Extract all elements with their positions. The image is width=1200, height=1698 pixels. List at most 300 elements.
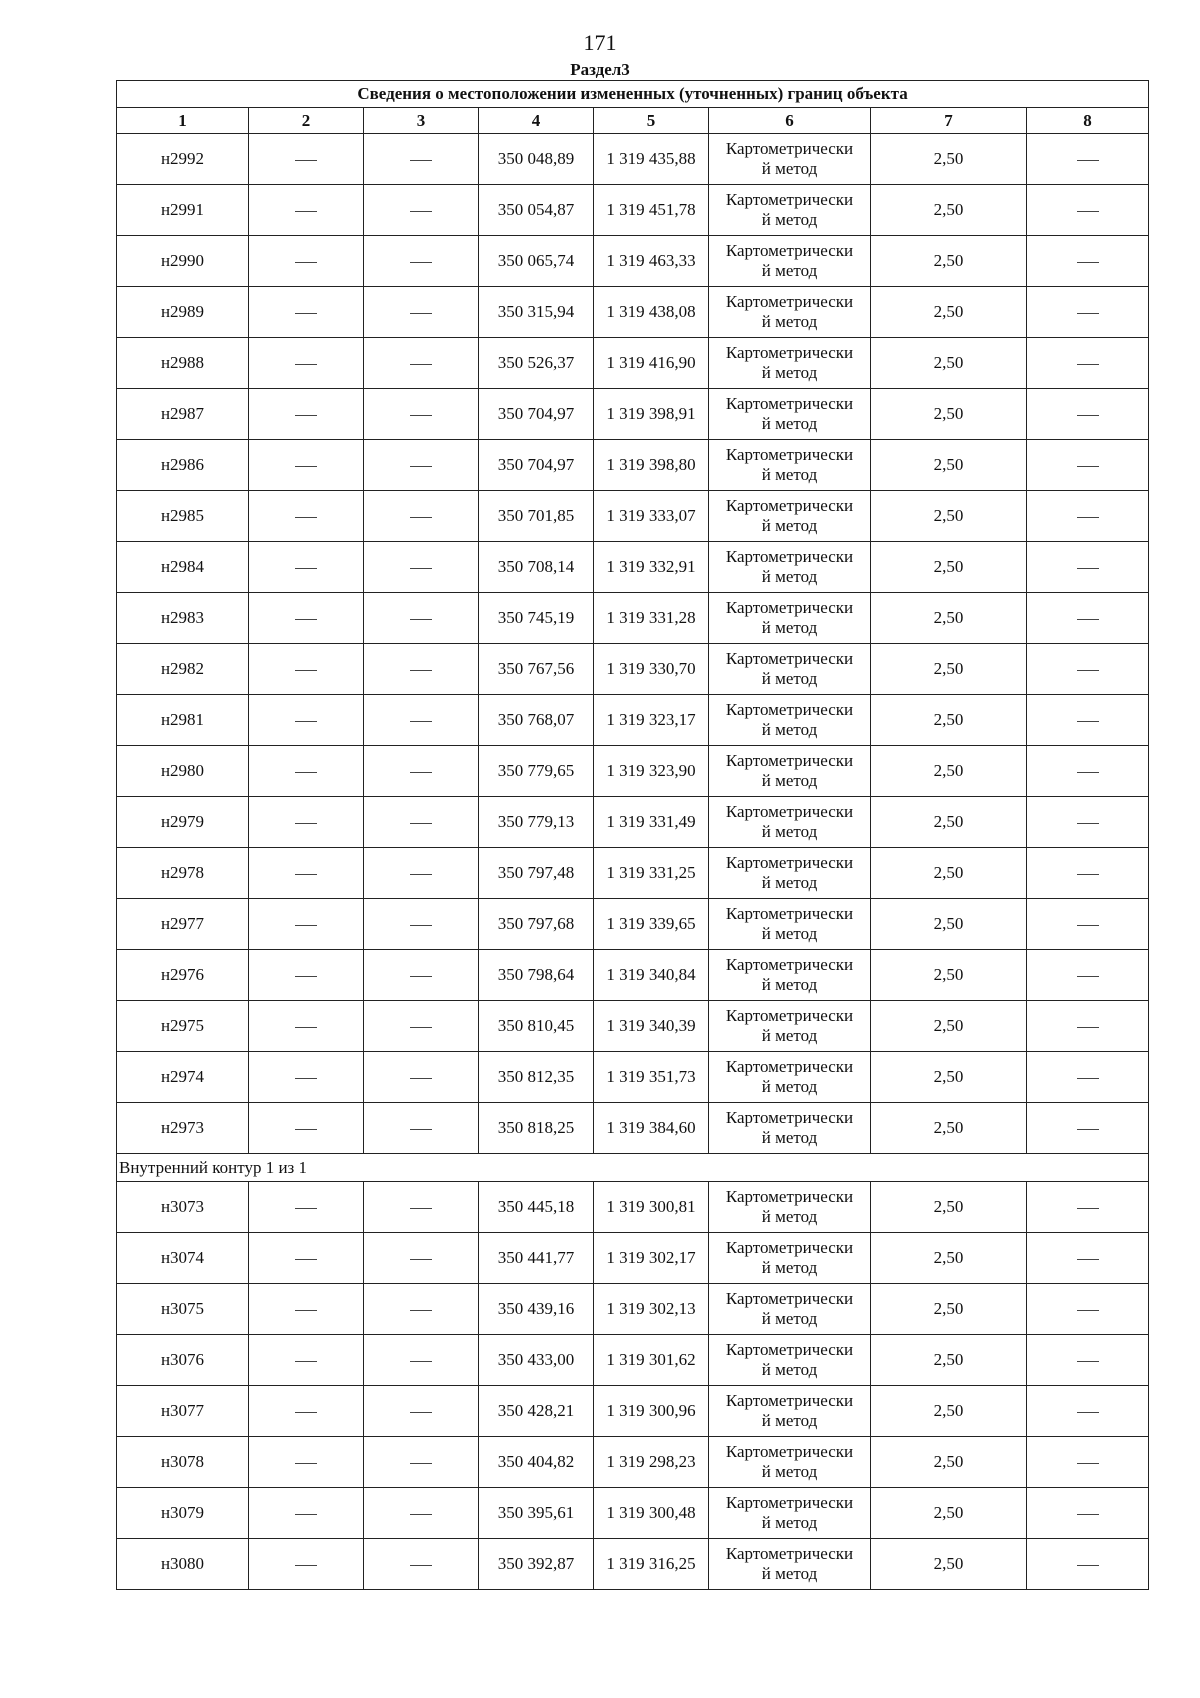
point-name-cell: н2979 (117, 797, 249, 848)
precision-cell: 2,50 (871, 899, 1027, 950)
dash-mark (1077, 262, 1099, 263)
empty-value-cell (364, 1335, 479, 1386)
table-row (117, 1335, 1149, 1386)
method-line-2: й метод (761, 210, 818, 229)
method-line-1: Картометрически (725, 700, 854, 719)
x-coordinate-cell: 350 797,68 (479, 899, 594, 950)
dash-mark (1077, 466, 1099, 467)
dash-mark (410, 1412, 432, 1413)
empty-value-cell (364, 695, 479, 746)
method-line-2: й метод (761, 1207, 818, 1226)
dash-mark (295, 262, 317, 263)
method-cell (709, 389, 871, 440)
y-coordinate-cell: 1 319 298,23 (594, 1437, 709, 1488)
empty-value-cell (1027, 1386, 1149, 1437)
empty-value-cell (1027, 1539, 1149, 1590)
y-coordinate-cell: 1 319 398,80 (594, 440, 709, 491)
x-coordinate-cell: 350 065,74 (479, 236, 594, 287)
table-row (117, 1488, 1149, 1539)
empty-value-cell (249, 1001, 364, 1052)
column-header: 1 (117, 108, 249, 134)
point-name-cell: н2975 (117, 1001, 249, 1052)
table-row (117, 185, 1149, 236)
dash-mark (295, 160, 317, 161)
method-line-2: й метод (761, 618, 818, 637)
dash-mark (410, 874, 432, 875)
dash-mark (410, 1361, 432, 1362)
empty-value-cell (1027, 695, 1149, 746)
x-coordinate-cell: 350 779,13 (479, 797, 594, 848)
method-line-1: Картометрически (725, 1057, 854, 1076)
dash-mark (410, 466, 432, 467)
dash-mark (410, 1514, 432, 1515)
dash-mark (410, 823, 432, 824)
empty-value-cell (364, 134, 479, 185)
method-cell (709, 644, 871, 695)
dash-mark (1077, 823, 1099, 824)
dash-mark (1077, 772, 1099, 773)
precision-cell: 2,50 (871, 1284, 1027, 1335)
x-coordinate-cell: 350 768,07 (479, 695, 594, 746)
dash-mark (410, 211, 432, 212)
method-cell (709, 1233, 871, 1284)
table-row (117, 1052, 1149, 1103)
column-header: 7 (871, 108, 1027, 134)
precision-cell: 2,50 (871, 134, 1027, 185)
method-line-2: й метод (761, 363, 818, 382)
method-cell (709, 899, 871, 950)
page-number: 171 (583, 30, 617, 55)
method-cell (709, 1488, 871, 1539)
method-line-1: Картометрически (725, 1493, 854, 1512)
empty-value-cell (249, 185, 364, 236)
dash-mark (1077, 364, 1099, 365)
table-row (117, 1539, 1149, 1590)
method-cell (709, 1052, 871, 1103)
table-row (117, 440, 1149, 491)
empty-value-cell (364, 287, 479, 338)
empty-value-cell (249, 134, 364, 185)
method-line-1: Картометрически (725, 1544, 854, 1563)
precision-cell: 2,50 (871, 1539, 1027, 1590)
empty-value-cell (249, 899, 364, 950)
method-cell (709, 797, 871, 848)
point-name-cell: н2989 (117, 287, 249, 338)
dash-mark (1077, 1310, 1099, 1311)
empty-value-cell (364, 491, 479, 542)
method-line-1: Картометрически (725, 802, 854, 821)
section-title: Раздел3 (570, 60, 630, 79)
coordinates-table (116, 80, 1149, 1590)
method-line-1: Картометрически (725, 1442, 854, 1461)
precision-cell: 2,50 (871, 1103, 1027, 1154)
y-coordinate-cell: 1 319 435,88 (594, 134, 709, 185)
dash-mark (1077, 1129, 1099, 1130)
dash-mark (1077, 1259, 1099, 1260)
empty-value-cell (364, 1488, 479, 1539)
empty-value-cell (364, 1386, 479, 1437)
y-coordinate-cell: 1 319 323,90 (594, 746, 709, 797)
y-coordinate-cell: 1 319 331,28 (594, 593, 709, 644)
method-cell (709, 848, 871, 899)
empty-value-cell (1027, 848, 1149, 899)
empty-value-cell (364, 338, 479, 389)
x-coordinate-cell: 350 315,94 (479, 287, 594, 338)
table-row (117, 338, 1149, 389)
point-name-cell: н3077 (117, 1386, 249, 1437)
y-coordinate-cell: 1 319 451,78 (594, 185, 709, 236)
table-row (117, 848, 1149, 899)
point-name-cell: н3080 (117, 1539, 249, 1590)
empty-value-cell (1027, 644, 1149, 695)
precision-cell: 2,50 (871, 1233, 1027, 1284)
dash-mark (295, 1412, 317, 1413)
point-name-cell: н3073 (117, 1182, 249, 1233)
point-name-cell: н2980 (117, 746, 249, 797)
empty-value-cell (249, 287, 364, 338)
dash-mark (1077, 1565, 1099, 1566)
method-cell (709, 695, 871, 746)
dash-mark (295, 1078, 317, 1079)
empty-value-cell (364, 899, 479, 950)
method-cell (709, 338, 871, 389)
dash-mark (410, 517, 432, 518)
point-name-cell: н2986 (117, 440, 249, 491)
empty-value-cell (1027, 542, 1149, 593)
method-line-1: Картометрически (725, 1340, 854, 1359)
column-header: 8 (1027, 108, 1149, 134)
precision-cell: 2,50 (871, 1052, 1027, 1103)
table-row (117, 950, 1149, 1001)
y-coordinate-cell: 1 319 316,25 (594, 1539, 709, 1590)
dash-mark (295, 823, 317, 824)
precision-cell: 2,50 (871, 797, 1027, 848)
precision-cell: 2,50 (871, 440, 1027, 491)
method-line-2: й метод (761, 1513, 818, 1532)
table-row (117, 593, 1149, 644)
precision-cell: 2,50 (871, 746, 1027, 797)
dash-mark (295, 1310, 317, 1311)
empty-value-cell (1027, 491, 1149, 542)
dash-mark (295, 568, 317, 569)
dash-mark (410, 1565, 432, 1566)
y-coordinate-cell: 1 319 340,84 (594, 950, 709, 1001)
dash-mark (1077, 568, 1099, 569)
precision-cell: 2,50 (871, 1488, 1027, 1539)
dash-mark (410, 1027, 432, 1028)
table-row (117, 899, 1149, 950)
y-coordinate-cell: 1 319 384,60 (594, 1103, 709, 1154)
method-cell (709, 134, 871, 185)
dash-mark (295, 364, 317, 365)
method-cell (709, 491, 871, 542)
method-cell (709, 1437, 871, 1488)
empty-value-cell (1027, 440, 1149, 491)
y-coordinate-cell: 1 319 398,91 (594, 389, 709, 440)
precision-cell: 2,50 (871, 950, 1027, 1001)
x-coordinate-cell: 350 704,97 (479, 389, 594, 440)
empty-value-cell (249, 1488, 364, 1539)
empty-value-cell (364, 1001, 479, 1052)
dash-mark (295, 517, 317, 518)
empty-value-cell (364, 644, 479, 695)
y-coordinate-cell: 1 319 300,81 (594, 1182, 709, 1233)
empty-value-cell (249, 1052, 364, 1103)
dash-mark (410, 1463, 432, 1464)
dash-mark (410, 313, 432, 314)
method-line-1: Картометрически (725, 955, 854, 974)
point-name-cell: н3078 (117, 1437, 249, 1488)
point-name-cell: н3076 (117, 1335, 249, 1386)
x-coordinate-cell: 350 054,87 (479, 185, 594, 236)
empty-value-cell (249, 848, 364, 899)
y-coordinate-cell: 1 319 300,96 (594, 1386, 709, 1437)
method-line-2: й метод (761, 1564, 818, 1583)
method-line-2: й метод (761, 669, 818, 688)
method-line-2: й метод (761, 1411, 818, 1430)
dash-mark (1077, 670, 1099, 671)
method-line-2: й метод (761, 414, 818, 433)
method-line-2: й метод (761, 975, 818, 994)
x-coordinate-cell: 350 810,45 (479, 1001, 594, 1052)
point-name-cell: н2976 (117, 950, 249, 1001)
table-row (117, 1284, 1149, 1335)
table-row (117, 287, 1149, 338)
precision-cell: 2,50 (871, 1001, 1027, 1052)
method-line-2: й метод (761, 465, 818, 484)
dash-mark (295, 670, 317, 671)
method-cell (709, 185, 871, 236)
dash-mark (410, 721, 432, 722)
x-coordinate-cell: 350 812,35 (479, 1052, 594, 1103)
method-line-1: Картометрически (725, 445, 854, 464)
table-row (117, 134, 1149, 185)
empty-value-cell (1027, 1233, 1149, 1284)
method-cell (709, 1284, 871, 1335)
dash-mark (1077, 619, 1099, 620)
y-coordinate-cell: 1 319 323,17 (594, 695, 709, 746)
x-coordinate-cell: 350 441,77 (479, 1233, 594, 1284)
empty-value-cell (364, 797, 479, 848)
empty-value-cell (364, 1052, 479, 1103)
method-line-1: Картометрически (725, 1238, 854, 1257)
dash-mark (295, 313, 317, 314)
x-coordinate-cell: 350 767,56 (479, 644, 594, 695)
x-coordinate-cell: 350 445,18 (479, 1182, 594, 1233)
precision-cell: 2,50 (871, 695, 1027, 746)
x-coordinate-cell: 350 701,85 (479, 491, 594, 542)
method-line-1: Картометрически (725, 394, 854, 413)
column-header: 3 (364, 108, 479, 134)
method-line-1: Картометрически (725, 853, 854, 872)
dash-mark (295, 874, 317, 875)
method-line-2: й метод (761, 261, 818, 280)
method-cell (709, 287, 871, 338)
table-row (117, 389, 1149, 440)
empty-value-cell (1027, 338, 1149, 389)
y-coordinate-cell: 1 319 351,73 (594, 1052, 709, 1103)
empty-value-cell (364, 440, 479, 491)
column-header: 2 (249, 108, 364, 134)
dash-mark (1077, 1361, 1099, 1362)
y-coordinate-cell: 1 319 300,48 (594, 1488, 709, 1539)
empty-value-cell (249, 1182, 364, 1233)
point-name-cell: н2977 (117, 899, 249, 950)
point-name-cell: н3079 (117, 1488, 249, 1539)
dash-mark (1077, 1208, 1099, 1209)
dash-mark (1077, 976, 1099, 977)
table-row (117, 1103, 1149, 1154)
dash-mark (1077, 925, 1099, 926)
point-name-cell: н2987 (117, 389, 249, 440)
dash-mark (295, 772, 317, 773)
contour-label-row (117, 1154, 1149, 1182)
dash-mark (410, 262, 432, 263)
method-line-1: Картометрически (725, 1187, 854, 1206)
column-header: 4 (479, 108, 594, 134)
x-coordinate-cell: 350 428,21 (479, 1386, 594, 1437)
empty-value-cell (1027, 185, 1149, 236)
empty-value-cell (249, 1539, 364, 1590)
empty-value-cell (249, 491, 364, 542)
empty-value-cell (1027, 134, 1149, 185)
method-line-2: й метод (761, 159, 818, 178)
empty-value-cell (1027, 1052, 1149, 1103)
y-coordinate-cell: 1 319 302,13 (594, 1284, 709, 1335)
method-line-2: й метод (761, 1360, 818, 1379)
dash-mark (410, 1208, 432, 1209)
dash-mark (1077, 874, 1099, 875)
empty-value-cell (364, 593, 479, 644)
precision-cell: 2,50 (871, 848, 1027, 899)
x-coordinate-cell: 350 818,25 (479, 1103, 594, 1154)
point-name-cell: н3075 (117, 1284, 249, 1335)
point-name-cell: н2990 (117, 236, 249, 287)
method-line-2: й метод (761, 1026, 818, 1045)
method-cell (709, 236, 871, 287)
method-line-1: Картометрически (725, 598, 854, 617)
method-line-1: Картометрически (725, 241, 854, 260)
dash-mark (295, 415, 317, 416)
dash-mark (410, 670, 432, 671)
empty-value-cell (249, 644, 364, 695)
contour-label: Внутренний контур 1 из 1 (117, 1154, 1149, 1182)
dash-mark (1077, 415, 1099, 416)
empty-value-cell (364, 389, 479, 440)
empty-value-cell (1027, 389, 1149, 440)
dash-mark (410, 1129, 432, 1130)
dash-mark (1077, 1463, 1099, 1464)
dash-mark (1077, 1078, 1099, 1079)
precision-cell: 2,50 (871, 644, 1027, 695)
empty-value-cell (249, 440, 364, 491)
empty-value-cell (1027, 1001, 1149, 1052)
empty-value-cell (1027, 746, 1149, 797)
empty-value-cell (1027, 287, 1149, 338)
method-line-2: й метод (761, 873, 818, 892)
method-cell (709, 593, 871, 644)
empty-value-cell (364, 1233, 479, 1284)
empty-value-cell (364, 1103, 479, 1154)
x-coordinate-cell: 350 526,37 (479, 338, 594, 389)
dash-mark (295, 925, 317, 926)
point-name-cell: н2978 (117, 848, 249, 899)
dash-mark (295, 211, 317, 212)
x-coordinate-cell: 350 708,14 (479, 542, 594, 593)
empty-value-cell (364, 185, 479, 236)
empty-value-cell (364, 236, 479, 287)
dash-mark (295, 1565, 317, 1566)
empty-value-cell (364, 746, 479, 797)
method-line-1: Картометрически (725, 904, 854, 923)
dash-mark (410, 976, 432, 977)
method-cell (709, 950, 871, 1001)
table-row (117, 491, 1149, 542)
y-coordinate-cell: 1 319 463,33 (594, 236, 709, 287)
point-name-cell: н2981 (117, 695, 249, 746)
dash-mark (410, 619, 432, 620)
empty-value-cell (249, 950, 364, 1001)
dash-mark (295, 976, 317, 977)
point-name-cell: н2992 (117, 134, 249, 185)
precision-cell: 2,50 (871, 236, 1027, 287)
dash-mark (1077, 1027, 1099, 1028)
method-line-1: Картометрически (725, 649, 854, 668)
empty-value-cell (364, 1284, 479, 1335)
dash-mark (295, 1259, 317, 1260)
method-line-2: й метод (761, 1462, 818, 1481)
table-body (117, 134, 1149, 1590)
method-line-1: Картометрически (725, 1391, 854, 1410)
empty-value-cell (249, 542, 364, 593)
method-line-2: й метод (761, 720, 818, 739)
empty-value-cell (1027, 1284, 1149, 1335)
y-coordinate-cell: 1 319 301,62 (594, 1335, 709, 1386)
empty-value-cell (1027, 1103, 1149, 1154)
empty-value-cell (249, 1437, 364, 1488)
dash-mark (1077, 160, 1099, 161)
method-line-2: й метод (761, 1258, 818, 1277)
table-row (117, 1233, 1149, 1284)
empty-value-cell (249, 389, 364, 440)
empty-value-cell (1027, 236, 1149, 287)
precision-cell: 2,50 (871, 287, 1027, 338)
empty-value-cell (364, 542, 479, 593)
method-cell (709, 542, 871, 593)
dash-mark (295, 619, 317, 620)
precision-cell: 2,50 (871, 1182, 1027, 1233)
dash-mark (295, 1208, 317, 1209)
method-line-1: Картометрически (725, 343, 854, 362)
precision-cell: 2,50 (871, 1335, 1027, 1386)
dash-mark (295, 1027, 317, 1028)
dash-mark (295, 466, 317, 467)
x-coordinate-cell: 350 048,89 (479, 134, 594, 185)
empty-value-cell (1027, 1488, 1149, 1539)
point-name-cell: н2984 (117, 542, 249, 593)
y-coordinate-cell: 1 319 330,70 (594, 644, 709, 695)
y-coordinate-cell: 1 319 331,25 (594, 848, 709, 899)
precision-cell: 2,50 (871, 389, 1027, 440)
dash-mark (410, 772, 432, 773)
empty-value-cell (1027, 1335, 1149, 1386)
point-name-cell: н2974 (117, 1052, 249, 1103)
dash-mark (295, 1361, 317, 1362)
method-line-2: й метод (761, 1128, 818, 1147)
y-coordinate-cell: 1 319 332,91 (594, 542, 709, 593)
method-line-2: й метод (761, 1077, 818, 1096)
y-coordinate-cell: 1 319 333,07 (594, 491, 709, 542)
